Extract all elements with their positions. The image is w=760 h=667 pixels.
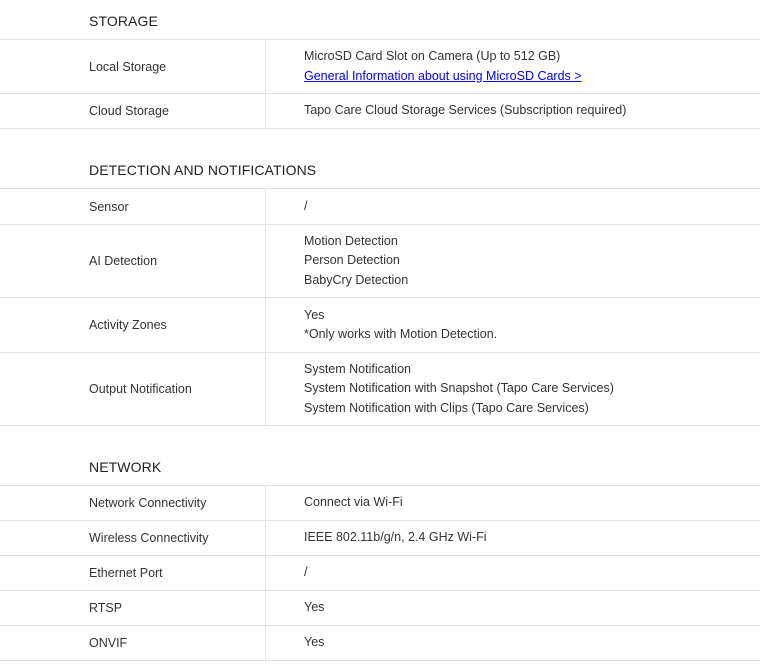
row-label: RTSP — [0, 591, 266, 626]
value-line: BabyCry Detection — [304, 272, 409, 287]
table-row — [0, 521, 760, 556]
table-row — [0, 189, 760, 225]
row-label: Wireless Connectivity — [0, 521, 266, 556]
row-value: Yes — [266, 626, 760, 661]
row-label: Activity Zones — [0, 298, 266, 353]
section-title-storage: STORAGE — [0, 0, 760, 40]
table-row — [0, 40, 760, 94]
row-value: IEEE 802.11b/g/n, 2.4 GHz Wi-Fi — [266, 521, 760, 556]
table-row — [0, 486, 760, 521]
table-row — [0, 94, 760, 129]
row-label: Local Storage — [0, 40, 266, 94]
value-line: *Only works with Motion Detection. — [304, 327, 498, 341]
table-row — [0, 556, 760, 591]
section-title-detection: DETECTION AND NOTIFICATIONS — [0, 129, 760, 189]
value-line: System Notification with Snapshot (Tapo Care Services) — [304, 381, 614, 396]
value-line: System Notification with Clips (Tapo Care Services) — [304, 400, 589, 415]
microsd-info-link[interactable]: General Information about using MicroSD Cards > — [304, 68, 582, 83]
table-row — [0, 353, 760, 426]
row-label: Network Connectivity — [0, 486, 266, 521]
row-value — [266, 225, 760, 298]
row-label: AI Detection — [0, 225, 266, 298]
value-line: System Notification — [304, 362, 411, 377]
detection-table — [0, 189, 760, 426]
value-line: Person Detection — [304, 253, 400, 268]
table-row — [0, 591, 760, 626]
row-value: / — [266, 556, 760, 591]
row-value: / — [266, 189, 760, 225]
row-value — [266, 298, 760, 353]
row-value: Yes — [266, 591, 760, 626]
row-label: Cloud Storage — [0, 94, 266, 129]
table-row — [0, 626, 760, 661]
value-line: Motion Detection — [304, 234, 398, 249]
table-row — [0, 225, 760, 298]
row-label: ONVIF — [0, 626, 266, 661]
row-value — [266, 353, 760, 426]
table-row — [0, 298, 760, 353]
row-label: Ethernet Port — [0, 556, 266, 591]
row-value: Tapo Care Cloud Storage Services (Subscription required) — [266, 94, 760, 129]
row-value: Connect via Wi-Fi — [266, 486, 760, 521]
value-line: MicroSD Card Slot on Camera (Up to 512 GB) — [304, 49, 561, 64]
value-line: Yes — [304, 307, 325, 322]
section-title-network: NETWORK — [0, 426, 760, 486]
row-value — [266, 40, 760, 94]
storage-table — [0, 40, 760, 129]
row-label: Sensor — [0, 189, 266, 225]
network-table — [0, 486, 760, 661]
row-label: Output Notification — [0, 353, 266, 426]
